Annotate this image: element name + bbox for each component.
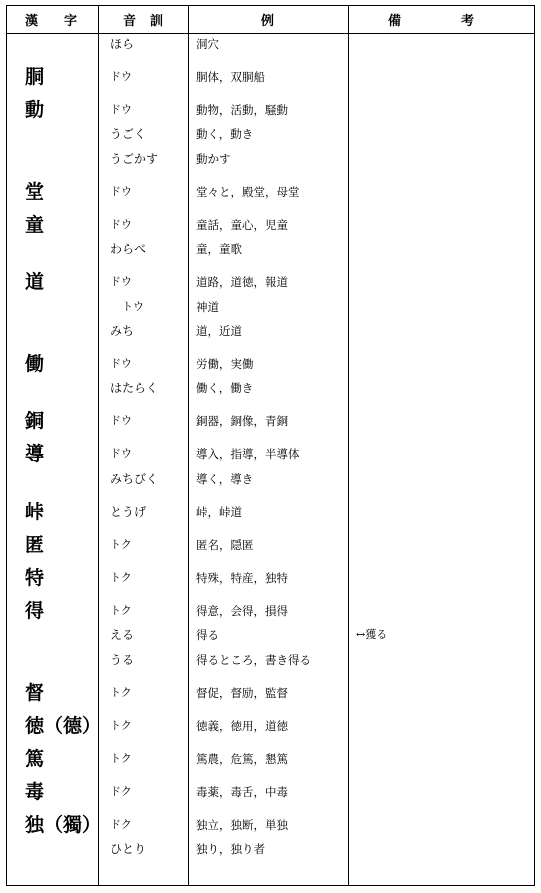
example-words: 匿名，隠匿 xyxy=(196,537,254,552)
example-words: 徳義，徳用，道徳 xyxy=(196,718,288,733)
example-words: 峠，峠道 xyxy=(196,504,242,519)
kanji-char: 堂 xyxy=(25,180,45,203)
header-kanji-char: 漢 xyxy=(25,14,39,29)
header-example-char: 例 xyxy=(261,14,275,29)
kanji-char: 峠 xyxy=(25,500,45,523)
header-remarks-char: 考 xyxy=(461,14,475,29)
kun-reading: みち xyxy=(110,324,135,338)
example-words: 神道 xyxy=(196,299,219,314)
kanji-char: 督 xyxy=(25,681,45,704)
example-words: 洞穴 xyxy=(196,37,219,51)
on-reading: トウ xyxy=(122,299,144,313)
kanji-char: 働 xyxy=(25,353,45,375)
kanji-char: 道 xyxy=(25,271,45,294)
on-reading: トク xyxy=(110,751,132,765)
example-words: 動物，活動，騒動 xyxy=(196,103,288,117)
on-reading: ドウ xyxy=(110,414,132,428)
on-reading: トク xyxy=(110,537,132,551)
header-kanji-char: 字 xyxy=(64,14,78,29)
on-reading: ドウ xyxy=(110,357,132,370)
example-words: 道路，道徳，報道 xyxy=(196,275,288,290)
on-reading: ドク xyxy=(110,817,132,831)
header-remarks-char: 備 xyxy=(388,14,402,29)
example-words: 童話，童心，児童 xyxy=(196,217,288,232)
on-reading: トク xyxy=(110,603,132,617)
kanji-char: 童 xyxy=(25,213,45,236)
on-reading: ドウ xyxy=(110,217,132,231)
example-words: 胴体，双胴船 xyxy=(196,70,265,84)
kanji-char: 毒 xyxy=(25,780,45,803)
kun-reading: ひとり xyxy=(110,842,147,856)
example-words: 道，近道 xyxy=(196,324,242,338)
kanji-char: 篤 xyxy=(25,747,45,770)
header-kanji xyxy=(25,6,77,33)
header-remarks xyxy=(388,6,474,33)
example-words: 銅器，銅像，青銅 xyxy=(196,414,288,429)
remark-note: ↔獲る xyxy=(356,628,388,642)
on-reading: トク xyxy=(110,685,132,699)
example-words: 導く，導き xyxy=(196,471,254,486)
on-reading: トク xyxy=(110,570,132,584)
kun-reading: とうげ xyxy=(110,504,147,519)
example-words: 動く，動き xyxy=(196,127,254,142)
example-words: 独り，独り者 xyxy=(196,842,265,856)
on-reading: ドウ xyxy=(110,275,132,289)
kanji-char: 胴 xyxy=(25,66,45,88)
header-reading-char: 音 xyxy=(123,14,137,29)
column-divider xyxy=(98,6,99,885)
kun-reading: うごかす xyxy=(110,151,159,166)
kanji-char: 動 xyxy=(25,99,45,121)
example-words: 動かす xyxy=(196,151,231,166)
on-reading: ドウ xyxy=(110,447,132,461)
on-reading: ドウ xyxy=(110,184,132,198)
on-reading: ドウ xyxy=(110,103,132,116)
kun-reading: える xyxy=(110,628,135,643)
kanji-char: 得 xyxy=(25,599,45,622)
header-reading xyxy=(123,6,163,33)
kun-reading: うごく xyxy=(110,127,147,142)
example-words: 得る xyxy=(196,628,219,643)
example-words: 童，童歌 xyxy=(196,242,242,257)
kun-reading: みちびく xyxy=(110,471,159,486)
kun-reading: ほら xyxy=(110,37,135,51)
kanji-char: 独（獨） xyxy=(25,813,102,836)
kanji-char: 銅 xyxy=(25,410,45,433)
example-words: 得意，会得，損得 xyxy=(196,603,288,618)
kanji-char: 匿 xyxy=(25,533,45,556)
kun-reading: うる xyxy=(110,652,135,667)
on-reading: ドウ xyxy=(110,70,132,83)
example-words: 労働，実働 xyxy=(196,357,254,371)
example-words: 督促，督励，監督 xyxy=(196,685,288,700)
kanji-char: 特 xyxy=(25,566,45,589)
example-words: 堂々と，殿堂，母堂 xyxy=(196,184,300,199)
kun-reading: はたらく xyxy=(110,381,159,396)
example-words: 特殊，特産，独特 xyxy=(196,570,288,585)
on-reading: ドク xyxy=(110,784,132,798)
example-words: 働く，働き xyxy=(196,381,254,396)
kanji-char: 導 xyxy=(25,443,45,466)
example-words: 毒薬，毒舌，中毒 xyxy=(196,784,288,799)
header-divider xyxy=(7,33,534,34)
example-words: 独立，独断，単独 xyxy=(196,817,288,832)
example-words: 得るところ，書き得る xyxy=(196,652,311,667)
on-reading: トク xyxy=(110,718,132,732)
column-divider xyxy=(348,6,349,885)
kun-reading: わらべ xyxy=(110,242,147,257)
kanji-table xyxy=(6,5,535,886)
example-words: 篤農，危篤，懇篤 xyxy=(196,751,288,766)
header-reading-char: 訓 xyxy=(150,14,164,29)
kanji-char: 徳（德） xyxy=(25,714,102,737)
header-example xyxy=(261,6,274,33)
example-words: 導入，指導，半導体 xyxy=(196,447,300,462)
column-divider xyxy=(188,6,189,885)
